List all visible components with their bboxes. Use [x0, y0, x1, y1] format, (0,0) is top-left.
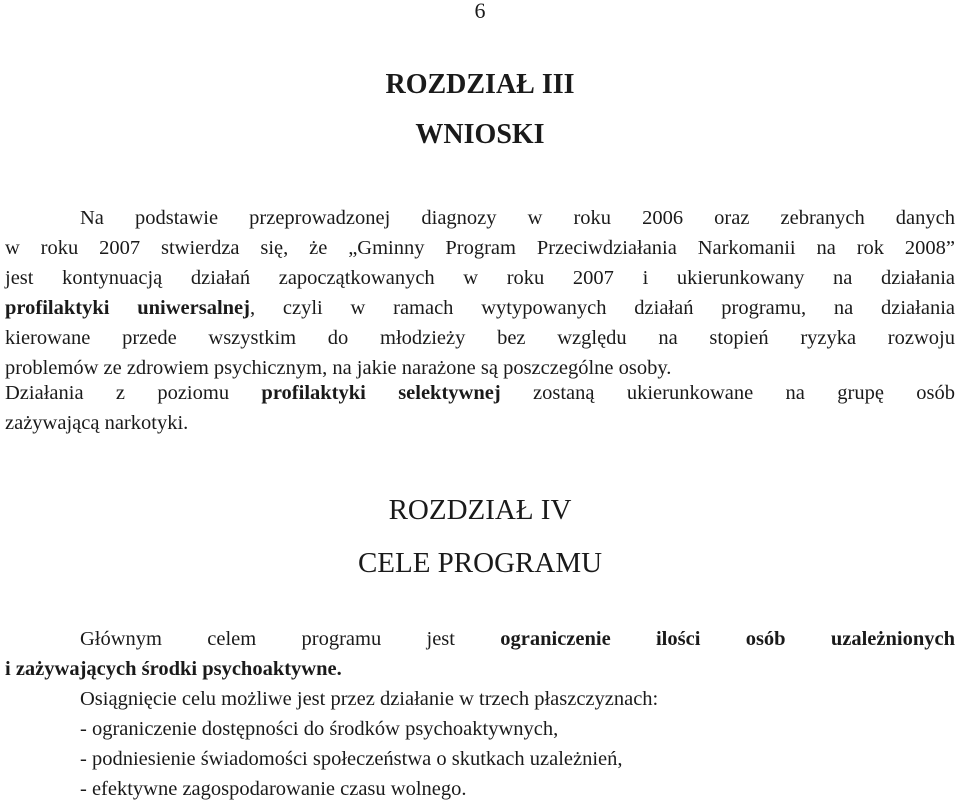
paragraph-line: kierowane przede wszystkim do młodzieży bez względu na stopień ryzyka rozwoju	[5, 327, 955, 349]
paragraph-line: jest kontynuacją działań zapoczątkowanych w roku 2007 i ukierunkowany na działania	[5, 267, 955, 289]
list-item: - efektywne zagospodarowanie czasu wolnego.	[80, 778, 467, 800]
paragraph-line: problemów ze zdrowiem psychicznym, na jakie narażone są poszczególne osoby.	[5, 357, 672, 379]
paragraph-line	[5, 293, 955, 323]
paragraph-text: Głównym celem programu jest	[80, 628, 501, 650]
paragraph-line	[5, 654, 955, 684]
paragraph-text: Działania z poziomu	[5, 382, 262, 404]
list-item: - ograniczenie dostępności do środków psychoaktywnych,	[80, 718, 559, 740]
bold-term: i zażywających środki psychoaktywne.	[5, 658, 342, 680]
chapter-4-heading: ROZDZIAŁ IV	[388, 494, 572, 526]
bold-term: profilaktyki selektywnej	[261, 382, 501, 404]
chapter-3-heading: ROZDZIAŁ III	[385, 69, 575, 100]
paragraph-line: zażywającą narkotyki.	[5, 412, 189, 434]
page-number: 6	[474, 0, 486, 23]
bold-term: ograniczenie ilości osób uzależnionych	[500, 628, 956, 650]
bold-term: profilaktyki uniwersalnej	[5, 297, 250, 319]
paragraph-line	[5, 378, 955, 408]
list-item: - podniesienie świadomości społeczeństwa o skutkach uzależnień,	[80, 748, 623, 770]
paragraph-line	[5, 624, 955, 654]
chapter-4-title: CELE PROGRAMU	[357, 547, 603, 579]
chapter-3-paragraph-1	[5, 203, 955, 383]
chapter-4-paragraph-1	[5, 624, 955, 684]
paragraph-line: Osiągnięcie celu możliwe jest przez działanie w trzech płaszczyznach:	[80, 688, 659, 710]
chapter-4-paragraph-2	[80, 684, 955, 804]
paragraph-line: Na podstawie przeprowadzonej diagnozy w roku 2006 oraz zebranych danych	[80, 207, 955, 229]
paragraph-text: , czyli w ramach wytypowanych działań programu, na działania	[249, 297, 955, 319]
chapter-3-paragraph-2	[5, 378, 955, 438]
paragraph-line: w roku 2007 stwierdza się, że „Gminny Program Przeciwdziałania Narkomanii na rok 2008”	[5, 237, 955, 259]
paragraph-text: zostaną ukierunkowane na grupę osób	[500, 382, 955, 404]
chapter-3-title: WNIOSKI	[415, 119, 545, 150]
